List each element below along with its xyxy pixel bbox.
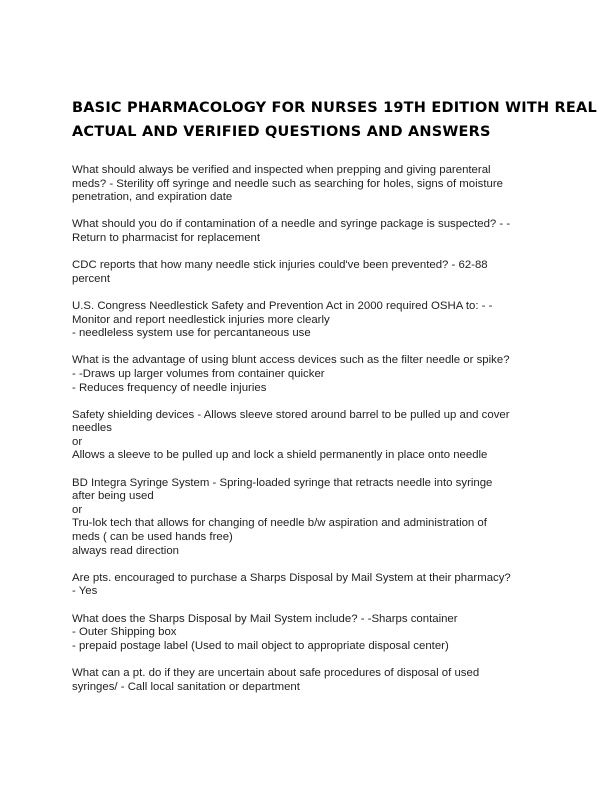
qa-line: - Outer Shipping box [72,626,177,639]
qa-line: syringes/ - Call local sanitation or department [72,680,300,693]
qa-item [72,477,552,559]
qa-line: - Yes [72,585,98,598]
qa-item [72,300,552,341]
qa-line: Are pts. encouraged to purchase a Sharps Disposal by Mail System at their pharmacy? [72,571,511,584]
document-title [72,96,597,144]
qa-line: Allows a sleeve to be pulled up and lock a shield permanently in place onto needle [72,449,488,462]
qa-line: Monitor and report needlestick injuries more clearly [72,313,330,326]
qa-line: - Reduces frequency of needle injuries [72,381,267,394]
qa-item [72,572,552,599]
qa-item [72,354,552,395]
qa-line: or [72,435,83,448]
qa-line: What should always be verified and inspected when prepping and giving parenteral [72,164,491,176]
qa-line: - needleless system use for percantaneous use [72,327,311,340]
qa-line: What is the advantage of using blunt access devices such as the filter needle or spike? [72,354,510,367]
qa-line: What does the Sharps Disposal by Mail System include? - -Sharps container [72,612,458,625]
qa-line: What can a pt. do if they are uncertain about safe procedures of disposal of used [72,666,480,679]
qa-line: or [72,503,83,516]
qa-line: after being used [72,490,154,503]
qa-line: meds? - Sterility off syringe and needle such as searching for holes, signs of moisture [72,177,503,190]
qa-line: - -Draws up larger volumes from container quicker [72,367,325,380]
qa-line: U.S. Congress Needlestick Safety and Prevention Act in 2000 required OSHA to: - - [72,299,493,312]
qa-line: meds ( can be used hands free) [72,531,233,544]
qa-line: Safety shielding devices - Allows sleeve stored around barrel to be pulled up and cover [72,408,510,421]
qa-list [72,164,552,708]
title-line-2: ACTUAL AND VERIFIED QUESTIONS AND ANSWERS [72,124,491,140]
qa-line: percent [72,272,110,285]
qa-item [72,667,552,694]
qa-item [72,218,552,245]
title-line-1: BASIC PHARMACOLOGY FOR NURSES 19TH EDITION WITH REAL [72,100,597,116]
qa-line: Return to pharmacist for replacement [72,231,261,244]
qa-line: Tru-lok tech that allows for changing of needle b/w aspiration and administration of [72,517,487,530]
qa-line: What should you do if contamination of a needle and syringe package is suspected? - - [72,218,511,231]
qa-line: BD Integra Syringe System - Spring-loaded syringe that retracts needle into syringe [72,476,493,489]
qa-item [72,259,552,286]
qa-line: - prepaid postage label (Used to mail object to appropriate disposal center) [72,639,449,652]
qa-item [72,409,552,463]
qa-line: needles [72,422,112,435]
qa-item [72,164,552,205]
qa-line: CDC reports that how many needle stick injuries could've been prevented? - 62-88 [72,259,488,272]
qa-line: penetration, and expiration date [72,191,233,204]
qa-line: always read direction [72,544,179,557]
qa-item [72,613,552,654]
